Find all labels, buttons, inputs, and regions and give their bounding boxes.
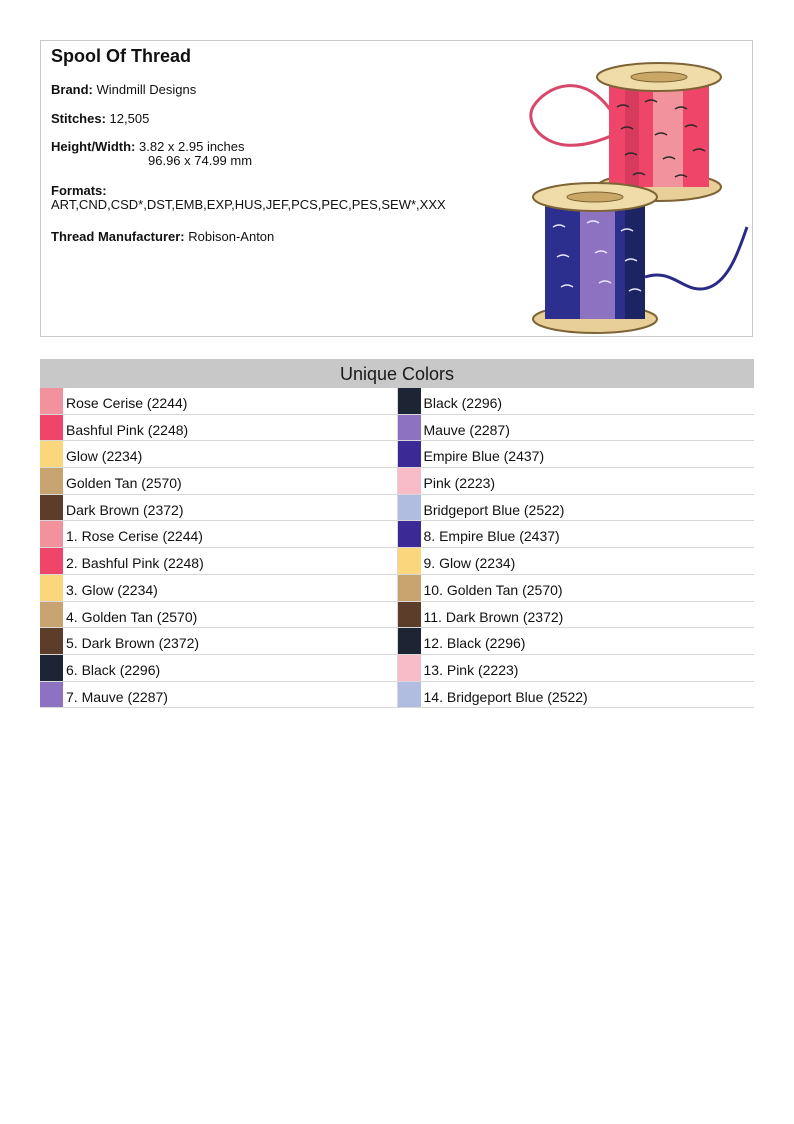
color-label: Rose Cerise (2244) <box>66 395 188 411</box>
color-swatch <box>398 468 421 494</box>
color-cell-left <box>40 575 397 601</box>
color-cell-right <box>397 441 755 467</box>
unique-colors-table <box>40 359 754 708</box>
color-cell-left <box>40 655 397 681</box>
color-swatch <box>40 521 63 547</box>
color-swatch <box>40 548 63 574</box>
color-swatch <box>398 495 421 521</box>
color-cell-right <box>397 468 755 494</box>
color-label: Mauve (2287) <box>423 421 510 438</box>
color-swatch <box>398 628 421 654</box>
color-label: 9. Glow (2234) <box>423 555 516 572</box>
color-cell-left <box>40 388 397 414</box>
color-swatch <box>40 575 63 601</box>
unique-colors-header: Unique Colors <box>40 359 754 388</box>
color-swatch <box>40 628 63 654</box>
stitches-line <box>51 111 149 126</box>
color-cell-right <box>397 655 755 681</box>
color-swatch <box>398 682 421 708</box>
color-row <box>40 682 754 709</box>
color-swatch <box>40 495 63 521</box>
color-cell-right <box>397 628 755 654</box>
color-label: 6. Black (2296) <box>66 661 161 678</box>
color-cell-left <box>40 468 397 494</box>
color-label: Golden Tan (2570) <box>66 475 182 492</box>
formats-block <box>51 184 446 212</box>
color-swatch <box>398 388 421 414</box>
color-row <box>40 415 754 442</box>
color-swatch <box>398 441 421 467</box>
color-swatch <box>40 388 63 414</box>
color-label: 14. Bridgeport Blue (2522) <box>423 688 588 705</box>
color-swatch <box>398 602 421 628</box>
thread-manufacturer-value: Robison-Anton <box>188 229 275 244</box>
color-label: 8. Empire Blue (2437) <box>423 528 560 545</box>
color-label: 5. Dark Brown (2372) <box>66 635 200 652</box>
color-swatch <box>398 521 421 547</box>
color-cell-left <box>40 415 397 441</box>
color-cell-left <box>40 628 397 654</box>
color-label: 11. Dark Brown (2372) <box>423 608 564 625</box>
color-swatch <box>398 655 421 681</box>
color-swatch <box>40 441 63 467</box>
color-row <box>40 468 754 495</box>
color-cell-right <box>397 548 755 574</box>
color-label: Empire Blue (2437) <box>423 448 545 465</box>
spool-of-thread-icon <box>525 47 753 335</box>
color-rows <box>40 388 754 708</box>
stitches-value: 12,505 <box>109 111 150 126</box>
size-block <box>51 140 252 168</box>
color-row <box>40 602 754 629</box>
color-label: Pink (2223) <box>423 475 496 492</box>
color-label: 4. Golden Tan (2570) <box>66 608 198 625</box>
formats-value: ART,CND,CSD*,DST,EMB,EXP,HUS,JEF,PCS,PEC,PES,SEW*,XXX <box>51 197 446 212</box>
color-swatch <box>398 415 421 441</box>
color-row <box>40 521 754 548</box>
formats-label: Formats: <box>51 183 107 198</box>
color-row <box>40 575 754 602</box>
size-inches: 3.82 x 2.95 inches <box>139 139 245 154</box>
brand-line <box>51 82 196 97</box>
color-cell-left <box>40 548 397 574</box>
design-title: Spool Of Thread <box>51 46 192 66</box>
color-cell-right <box>397 682 755 708</box>
color-row <box>40 655 754 682</box>
color-row <box>40 548 754 575</box>
color-label: 12. Black (2296) <box>423 635 526 652</box>
color-label: 3. Glow (2234) <box>66 581 158 598</box>
color-swatch <box>40 468 63 494</box>
size-mm: 96.96 x 74.99 mm <box>148 153 253 168</box>
color-row <box>40 628 754 655</box>
color-label: Black (2296) <box>423 395 503 411</box>
color-swatch <box>398 548 421 574</box>
stitches-label: Stitches: <box>51 111 106 126</box>
color-swatch <box>40 415 63 441</box>
color-row <box>40 495 754 522</box>
brand-label: Brand: <box>51 82 93 97</box>
design-info-panel <box>40 40 753 337</box>
color-swatch <box>40 602 63 628</box>
color-swatch <box>398 575 421 601</box>
size-label: Height/Width: <box>51 139 136 154</box>
color-cell-right <box>397 602 755 628</box>
color-label: Bashful Pink (2248) <box>66 421 189 438</box>
color-label: 1. Rose Cerise (2244) <box>66 528 203 545</box>
color-cell-right <box>397 415 755 441</box>
color-cell-left <box>40 495 397 521</box>
color-swatch <box>40 655 63 681</box>
color-cell-left <box>40 441 397 467</box>
color-cell-right <box>397 521 755 547</box>
color-label: 2. Bashful Pink (2248) <box>66 555 204 572</box>
color-row <box>40 441 754 468</box>
thread-manufacturer-label: Thread Manufacturer: <box>51 229 185 244</box>
color-label: 10. Golden Tan (2570) <box>423 581 563 598</box>
color-label: 13. Pink (2223) <box>423 661 519 678</box>
color-cell-right <box>397 495 755 521</box>
color-cell-right <box>397 388 755 414</box>
color-row <box>40 388 754 415</box>
color-cell-left <box>40 602 397 628</box>
color-label: Bridgeport Blue (2522) <box>423 501 565 518</box>
color-label: Dark Brown (2372) <box>66 501 184 518</box>
color-cell-left <box>40 682 397 708</box>
color-label: Glow (2234) <box>66 448 143 465</box>
color-cell-left <box>40 521 397 547</box>
thread-manufacturer-line <box>51 229 274 244</box>
color-cell-right <box>397 575 755 601</box>
color-label: 7. Mauve (2287) <box>66 688 168 705</box>
color-swatch <box>40 682 63 708</box>
brand-value: Windmill Designs <box>96 82 197 97</box>
